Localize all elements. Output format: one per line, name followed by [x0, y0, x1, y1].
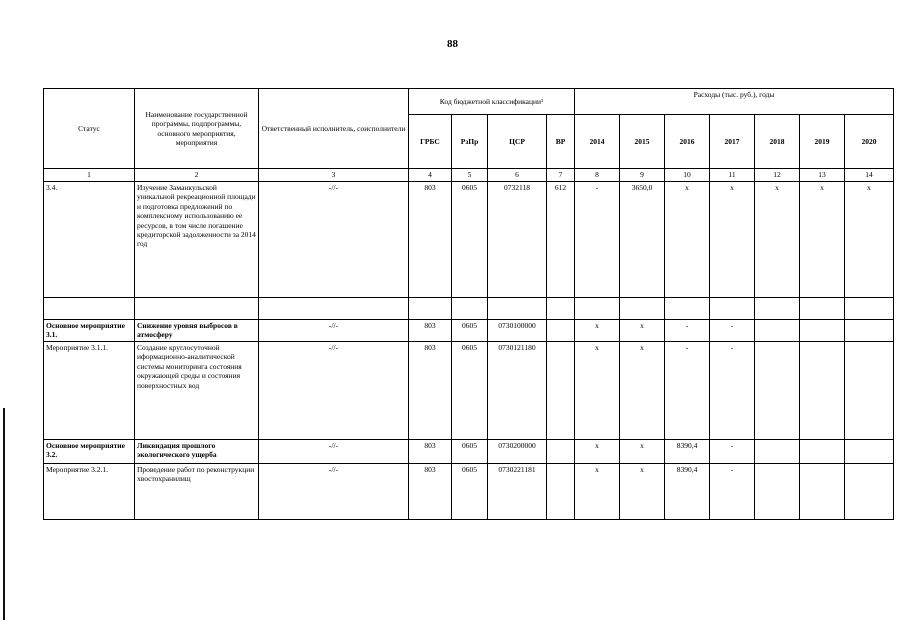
empty-cell: [409, 298, 452, 320]
cell-vr: [547, 320, 575, 342]
cell-2016: x: [665, 182, 710, 298]
cell-rzpr: 0605: [452, 464, 488, 520]
column-number: 14: [845, 169, 894, 182]
cell-vr: [547, 440, 575, 464]
empty-cell: [755, 298, 800, 320]
cell-2020: [845, 464, 894, 520]
cell-2017: x: [710, 182, 755, 298]
column-number-row: [44, 169, 894, 182]
header-year-2015: 2015: [620, 115, 665, 169]
empty-cell: [452, 298, 488, 320]
header-year-2017: 2017: [710, 115, 755, 169]
table-row: [44, 182, 894, 298]
cell-2015: x: [620, 342, 665, 440]
header-year-2019: 2019: [800, 115, 845, 169]
empty-cell: [488, 298, 547, 320]
cell-csr: 0730100000: [488, 320, 547, 342]
cell-2014: -: [575, 182, 620, 298]
cell-grbs: 803: [409, 440, 452, 464]
column-number: 6: [488, 169, 547, 182]
cell-vr: [547, 464, 575, 520]
header-rzpr: РзПр: [452, 115, 488, 169]
empty-cell: [44, 298, 135, 320]
cell-2018: [755, 440, 800, 464]
cell-status: Основное мероприятие 3.1.: [44, 320, 135, 342]
column-number: 1: [44, 169, 135, 182]
cell-vr: [547, 342, 575, 440]
header-year-2020: 2020: [845, 115, 894, 169]
cell-grbs: 803: [409, 182, 452, 298]
column-number: 2: [135, 169, 259, 182]
cell-2016: 8390,4: [665, 440, 710, 464]
page-number: 88: [447, 38, 458, 50]
cell-name: Изучение Заманкульской уникальной рекреационной площади и подготовка предложений по комплексному использованию ее ресурсов, в том числе погашение кредиторской задолженности за 2014 год: [135, 182, 259, 298]
cell-rzpr: 0605: [452, 320, 488, 342]
header-year-2016: 2016: [665, 115, 710, 169]
cell-2017: -: [710, 440, 755, 464]
cell-grbs: 803: [409, 342, 452, 440]
header-budget-code: Код бюджетной классификации¹: [409, 89, 575, 115]
header-year-2014: 2014: [575, 115, 620, 169]
cell-2014: x: [575, 342, 620, 440]
cell-2018: x: [755, 182, 800, 298]
empty-cell: [800, 298, 845, 320]
cell-name: Ликвидация прошлого экологического ущерба: [135, 440, 259, 464]
empty-cell: [665, 298, 710, 320]
table-row: [44, 464, 894, 520]
cell-executor: -//-: [259, 342, 409, 440]
cell-2016: -: [665, 342, 710, 440]
column-number: 3: [259, 169, 409, 182]
cell-executor: -//-: [259, 320, 409, 342]
cell-2017: -: [710, 342, 755, 440]
cell-rzpr: 0605: [452, 440, 488, 464]
cell-2014: x: [575, 440, 620, 464]
column-number: 10: [665, 169, 710, 182]
header-vr: ВР: [547, 115, 575, 169]
cell-2019: [800, 464, 845, 520]
cell-2019: [800, 440, 845, 464]
empty-cell: [845, 298, 894, 320]
cell-2016: -: [665, 320, 710, 342]
cell-2020: [845, 342, 894, 440]
cell-2018: [755, 342, 800, 440]
empty-row: [44, 298, 894, 320]
column-number: 5: [452, 169, 488, 182]
column-number: 12: [755, 169, 800, 182]
column-number: 11: [710, 169, 755, 182]
empty-cell: [135, 298, 259, 320]
empty-cell: [259, 298, 409, 320]
cell-executor: -//-: [259, 440, 409, 464]
cell-grbs: 803: [409, 320, 452, 342]
cell-2019: [800, 342, 845, 440]
cell-name: Снижение уровня выбросов в атмосферу: [135, 320, 259, 342]
cell-grbs: 803: [409, 464, 452, 520]
cell-2015: 3650,0: [620, 182, 665, 298]
empty-cell: [710, 298, 755, 320]
cell-name: Проведение работ по реконструкции хвостохранилищ: [135, 464, 259, 520]
cell-csr: 0732118: [488, 182, 547, 298]
cell-2016: 8390,4: [665, 464, 710, 520]
cell-name: Создание круглосуточной иформационно-аналитической системы мониторинга состояния окружающей среды и состояния поверхностных вод: [135, 342, 259, 440]
cell-2015: x: [620, 440, 665, 464]
empty-cell: [575, 298, 620, 320]
cell-2019: [800, 320, 845, 342]
cell-vr: 612: [547, 182, 575, 298]
column-number: 9: [620, 169, 665, 182]
cell-rzpr: 0605: [452, 182, 488, 298]
header-status: Статус: [44, 89, 135, 169]
empty-cell: [547, 298, 575, 320]
cell-status: 3.4.: [44, 182, 135, 298]
cell-status: Основное мероприятие 3.2.: [44, 440, 135, 464]
cell-2014: x: [575, 320, 620, 342]
cell-csr: 0730221181: [488, 464, 547, 520]
cell-status: Мероприятие 3.2.1.: [44, 464, 135, 520]
cell-2017: -: [710, 320, 755, 342]
header-year-2018: 2018: [755, 115, 800, 169]
column-number: 7: [547, 169, 575, 182]
header-expenses: Расходы (тыс. руб.), годы: [575, 89, 894, 115]
table-row: [44, 342, 894, 440]
empty-cell: [620, 298, 665, 320]
cell-executor: -//-: [259, 464, 409, 520]
cell-2017: -: [710, 464, 755, 520]
cell-2020: [845, 320, 894, 342]
header-name: Наименование государственной программы, подпрограммы, основного мероприятия, мероприятия: [135, 89, 259, 169]
cell-2020: [845, 440, 894, 464]
cell-executor: -//-: [259, 182, 409, 298]
cell-csr: 0730200000: [488, 440, 547, 464]
cell-2015: x: [620, 320, 665, 342]
table-row: [44, 320, 894, 342]
table-row: [44, 440, 894, 464]
header-executor: Ответственный исполнитель, соисполнители: [259, 89, 409, 169]
cell-rzpr: 0605: [452, 342, 488, 440]
cell-2014: x: [575, 464, 620, 520]
cell-status: Мероприятие 3.1.1.: [44, 342, 135, 440]
header-csr: ЦСР: [488, 115, 547, 169]
cell-2019: x: [800, 182, 845, 298]
cell-2015: x: [620, 464, 665, 520]
column-number: 13: [800, 169, 845, 182]
header-grbs: ГРБС: [409, 115, 452, 169]
budget-table: [43, 88, 894, 520]
column-number: 4: [409, 169, 452, 182]
column-number: 8: [575, 169, 620, 182]
cell-csr: 0730121180: [488, 342, 547, 440]
cell-2020: x: [845, 182, 894, 298]
cell-2018: [755, 464, 800, 520]
cell-2018: [755, 320, 800, 342]
margin-bar: [3, 408, 5, 620]
